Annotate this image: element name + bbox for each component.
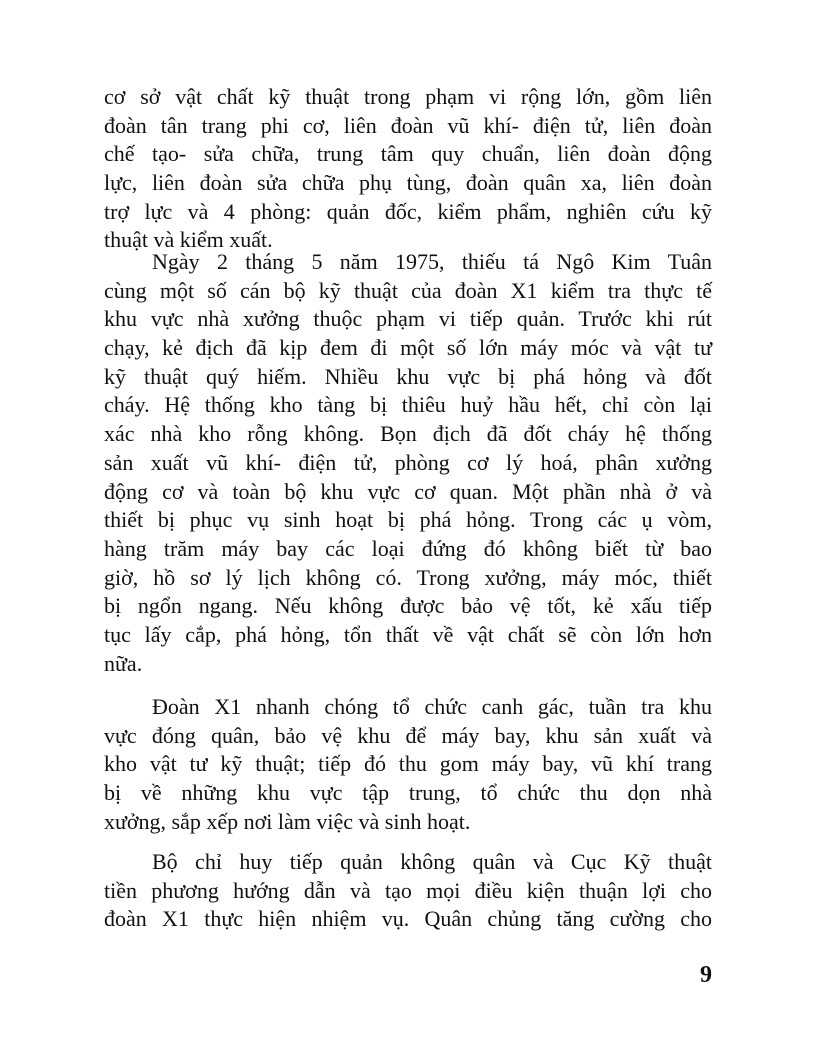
text-line: hàng trăm máy bay các loại đứng đó không biết từ bao [104, 535, 712, 561]
text-line: Bộ chỉ huy tiếp quản không quân và Cục Kỹ thuật [152, 849, 712, 874]
text-line: động cơ và toàn bộ khu vực cơ quan. Một phần nhà ở và [104, 478, 712, 504]
text-line: kho vật tư kỹ thuật; tiếp đó thu gom máy bay, vũ khí trang [104, 751, 712, 777]
text-line: tục lấy cắp, phá hỏng, tổn thất về vật chất sẽ còn lớn hơn [104, 621, 712, 647]
text-line: Ngày 2 tháng 5 năm 1975, thiếu tá Ngô Kim Tuân [152, 249, 712, 274]
text-line: đoàn X1 thực hiện nhiệm vụ. Quân chủng tăng cường cho [104, 906, 712, 932]
paragraph-1 [104, 83, 712, 255]
paragraph-3 [104, 693, 712, 836]
text-line: trợ lực và 4 phòng: quản đốc, kiểm phẩm, nghiên cứu kỹ [104, 198, 712, 224]
text-line: cháy. Hệ thống kho tàng bị thiêu huỷ hầu hết, chỉ còn lại [104, 392, 712, 418]
paragraph-2 [104, 248, 712, 678]
text-line: cùng một số cán bộ kỹ thuật của đoàn X1 kiểm tra thực tế [104, 277, 712, 303]
page-number: 9 [700, 962, 712, 988]
text-line: chế tạo- sửa chữa, trung tâm quy chuẩn, liên đoàn động [104, 141, 712, 167]
text-line: lực, liên đoàn sửa chữa phụ tùng, đoàn quân xa, liên đoàn [104, 170, 712, 196]
text-line: bị về những khu vực tập trung, tổ chức thu dọn nhà [104, 780, 712, 806]
text-line: bị ngổn ngang. Nếu không được bảo vệ tốt, kẻ xấu tiếp [104, 593, 712, 619]
text-line: xưởng, sắp xếp nơi làm việc và sinh hoạt. [104, 808, 471, 834]
text-line: cơ sở vật chất kỹ thuật trong phạm vi rộng lớn, gồm liên [104, 84, 712, 109]
text-line: nữa. [104, 650, 143, 676]
text-line: Đoàn X1 nhanh chóng tổ chức canh gác, tuần tra khu [152, 694, 712, 719]
text-line: vực đóng quân, bảo vệ khu để máy bay, khu sản xuất và [104, 722, 712, 748]
text-line: xác nhà kho rỗng không. Bọn địch đã đốt cháy hệ thống [104, 421, 712, 447]
text-line: đoàn tân trang phi cơ, liên đoàn vũ khí- điện tử, liên đoàn [104, 112, 712, 138]
text-line: sản xuất vũ khí- điện tử, phòng cơ lý hoá, phân xưởng [104, 449, 712, 475]
text-line: giờ, hồ sơ lý lịch không có. Trong xưởng, máy móc, thiết [104, 564, 712, 590]
text-line: thiết bị phục vụ sinh hoạt bị phá hỏng. Trong các ụ vòm, [104, 507, 712, 533]
text-line: chạy, kẻ địch đã kịp đem đi một số lớn máy móc và vật tư [104, 335, 712, 361]
text-line: kỹ thuật quý hiếm. Nhiều khu vực bị phá hỏng và đốt [104, 363, 712, 389]
text-line: thuật và kiểm xuất. [104, 227, 273, 253]
text-line: tiền phương hướng dẫn và tạo mọi điều kiện thuận lợi cho [104, 877, 712, 903]
paragraph-4 [104, 848, 712, 934]
text-line: khu vực nhà xưởng thuộc phạm vi tiếp quản. Trước khi rút [104, 306, 712, 332]
